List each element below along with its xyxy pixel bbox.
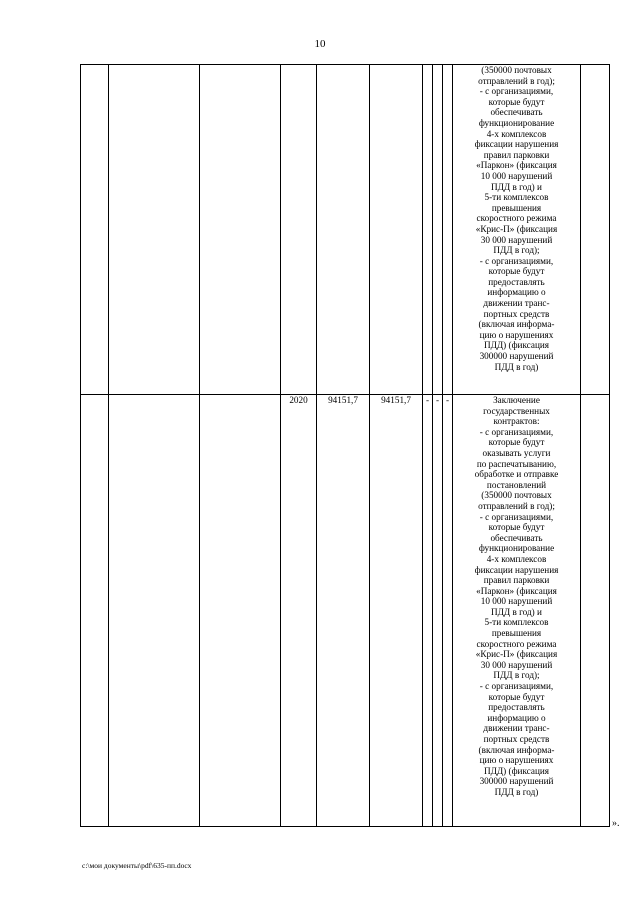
cell-fund-3: [443, 65, 453, 395]
cell-total: [317, 65, 370, 395]
cell-fund-2: [433, 65, 443, 395]
cell-note: [581, 395, 610, 827]
cell-task: [109, 65, 200, 395]
footer-file-path: c:\мои документы\pdf\635-пп.docx: [82, 861, 192, 870]
cell-index: [81, 65, 109, 395]
cell-year: [281, 65, 317, 395]
cell-year: 2020: [281, 395, 317, 827]
table-row: [81, 65, 610, 395]
cell-fund-3: -: [443, 395, 453, 827]
cell-description: Заключение государственных контрактов: - с организациями, которые будут оказывать услуги по распечатыванию, обработке и отправке постановлений (350000 почтовых отправлений в год); - с организациями, которые будут обеспечивать функционирование 4-х комплексов фиксации нарушения правил парковки «Паркон» (фиксация 10 000 нарушений ПДД в год) и 5-ти комплексов превышения скоростного режима «Крис-П» (фиксация 30 000 нарушений ПДД в год); - с организациями, которые будут предоставлять информацию о движении транс- портных средств (включая информа- цию о нарушениях ПДД) (фиксация 300000 нарушений ПДД в год): [453, 395, 581, 827]
cell-fund-2: -: [433, 395, 443, 827]
cell-description: (350000 почтовых отправлений в год); - с организациями, которые будут обеспечивать функционирование 4-х комплексов фиксации нарушения правил парковки «Паркон» (фиксация 10 000 нарушений ПДД в год) и 5-ти комплексов превышения скоростного режима «Крис-П» (фиксация 30 000 нарушений ПДД в год); - с организациями, которые будут предоставлять информацию о движении транс- портных средств (включая информа- цию о нарушениях ПДД) (фиксация 300000 нарушений ПДД в год): [453, 65, 581, 395]
cell-task: [109, 395, 200, 827]
cell-index: [81, 395, 109, 827]
cell-fund-1: [423, 65, 433, 395]
program-table: [80, 64, 610, 827]
cell-total: 94151,7: [317, 395, 370, 827]
cell-budget: 94151,7: [370, 395, 423, 827]
cell-fund-1: -: [423, 395, 433, 827]
cell-executor: [200, 65, 281, 395]
cell-note: [581, 65, 610, 395]
cell-budget: [370, 65, 423, 395]
page-number: 10: [314, 38, 326, 50]
table-row: [81, 395, 610, 827]
closing-quote: ».: [612, 818, 620, 829]
cell-executor: [200, 395, 281, 827]
